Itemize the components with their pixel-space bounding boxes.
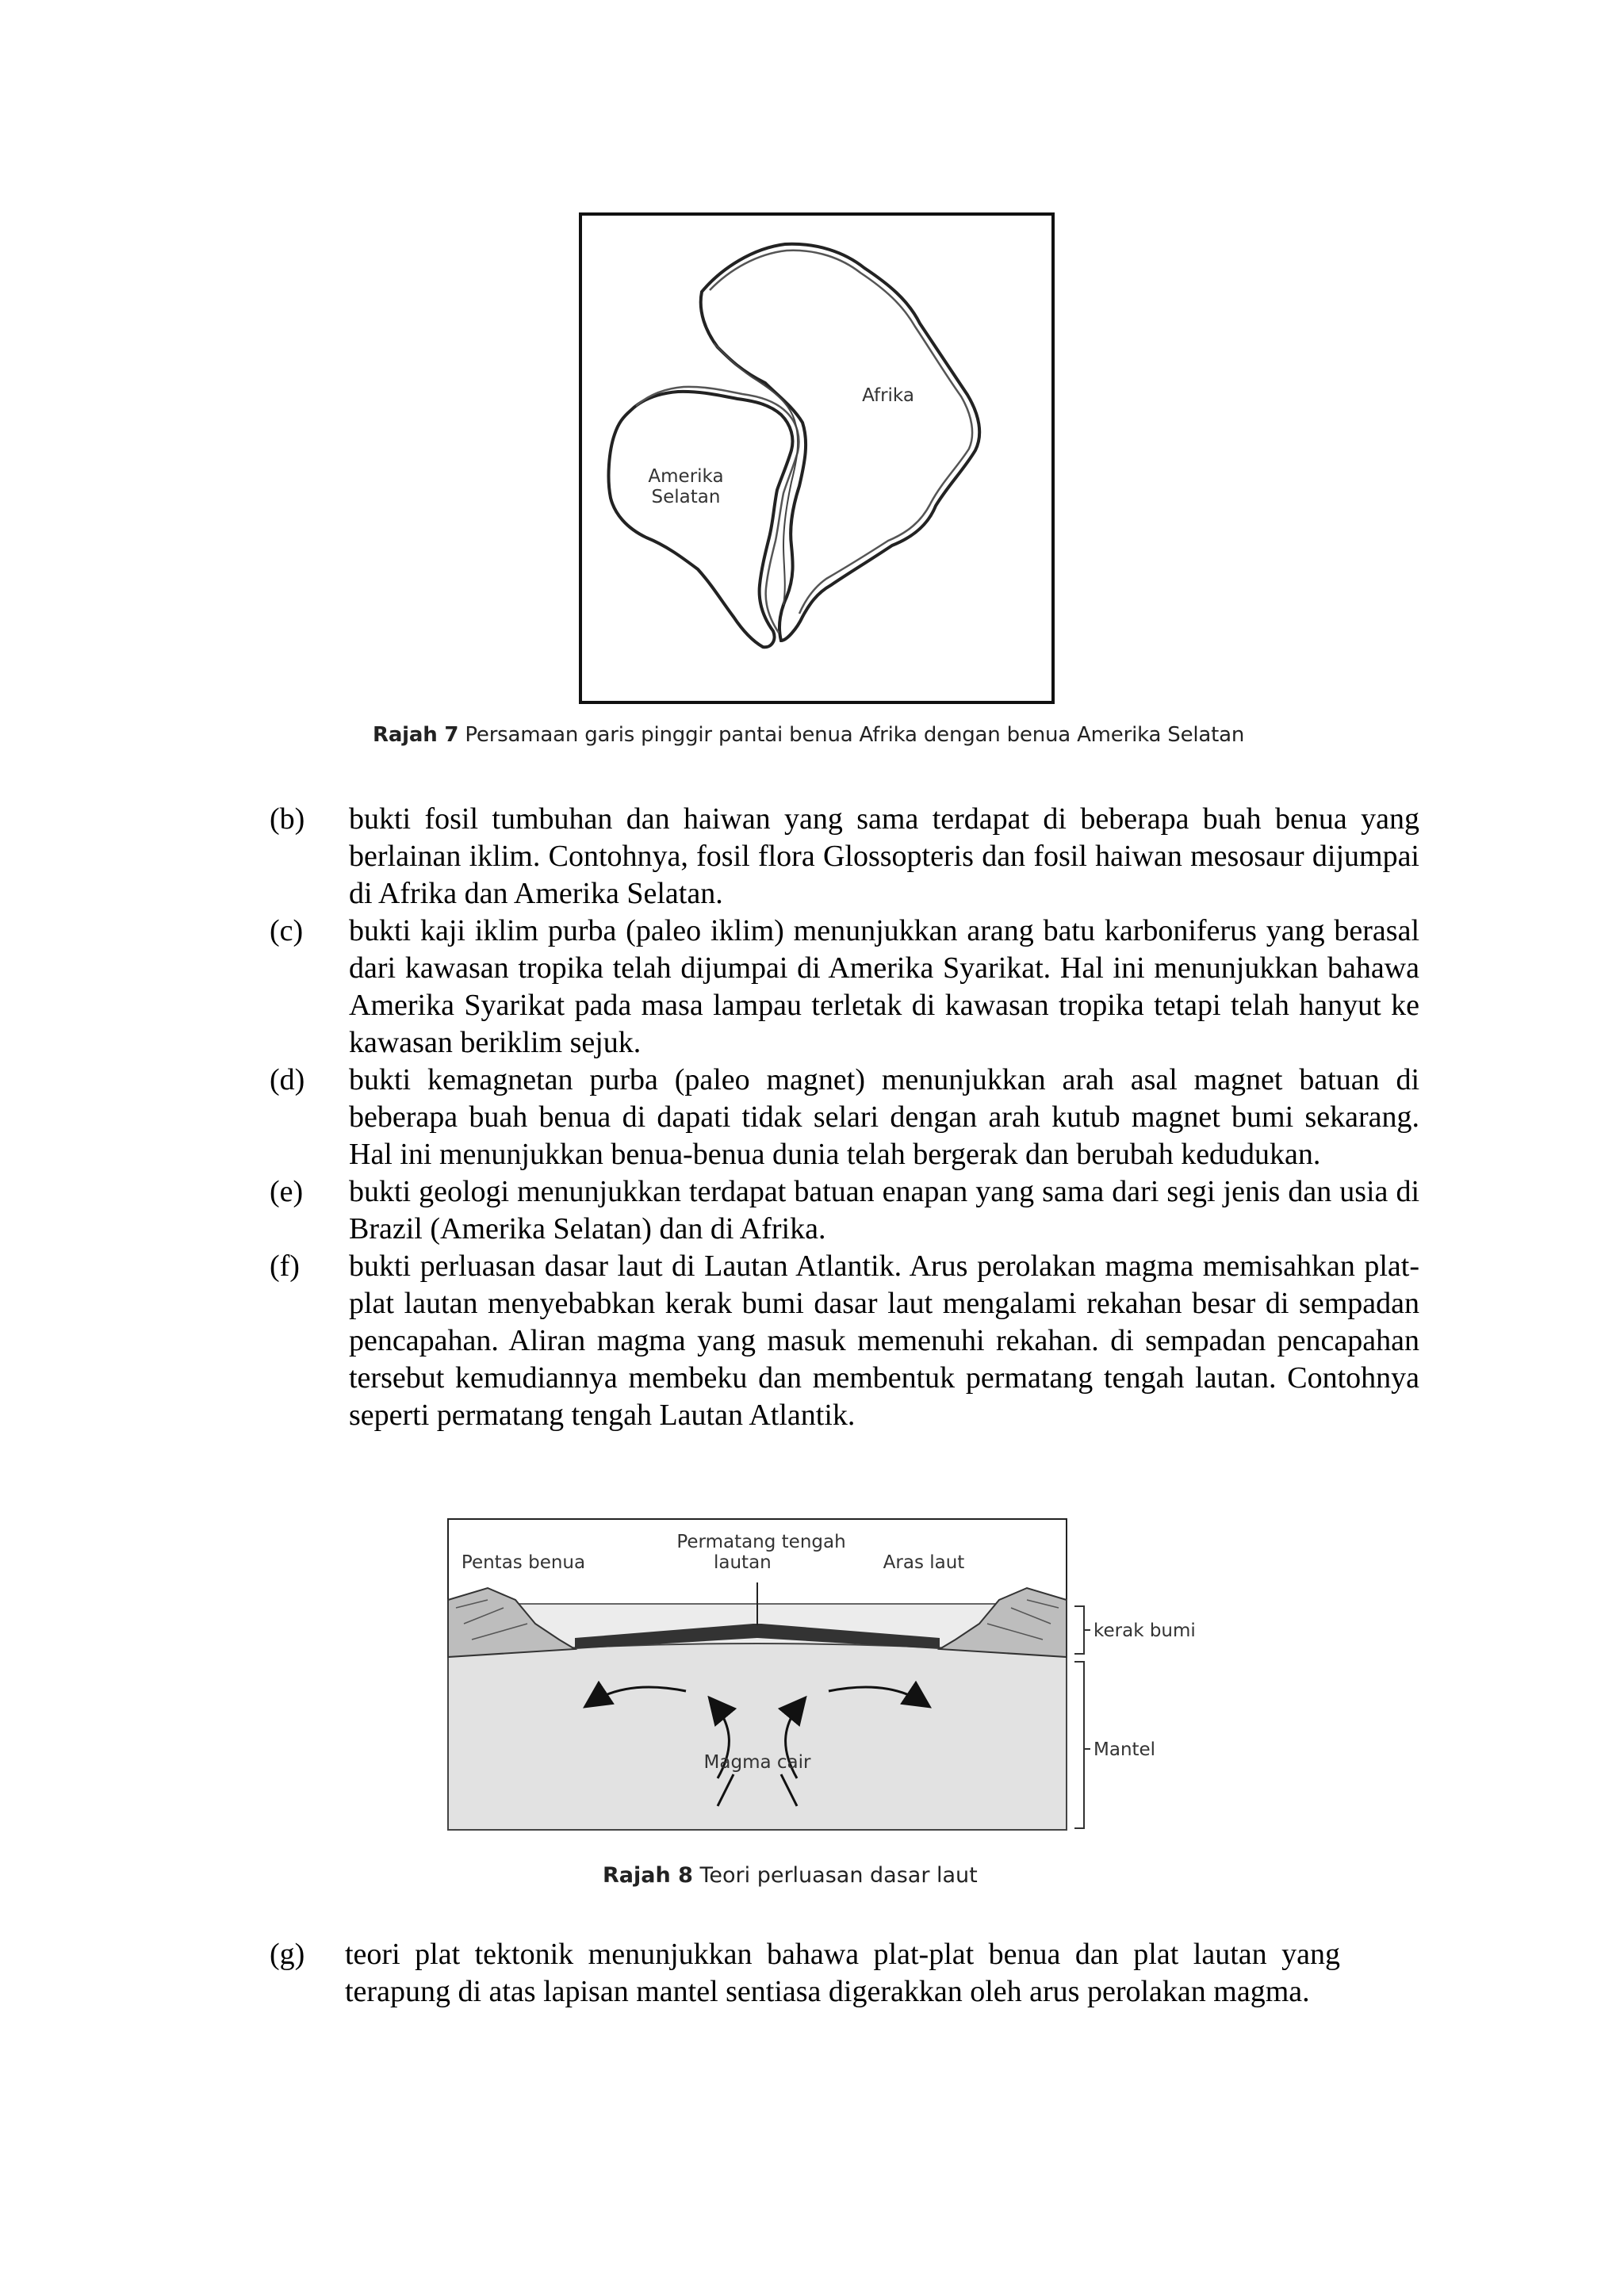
molten-magma-label: Magma cair bbox=[703, 1752, 811, 1773]
evidence-label: (b) bbox=[270, 802, 305, 836]
evidence-item-f bbox=[270, 1248, 1419, 1434]
evidence-text: bukti kemagnetan purba (paleo magnet) menunjukkan arah asal magnet batuan di beberapa buah benua di dapati tidak selari dengan arah kutub magnet bumi sekarang. Hal ini menunjukkan benua-benua dunia telah bergerak dan berubah kedudukan. bbox=[349, 1063, 1419, 1171]
mantle-label: Mantel bbox=[1094, 1739, 1156, 1760]
evidence-item-b bbox=[270, 801, 1419, 913]
figure-8-diagram bbox=[440, 1513, 1196, 1862]
sea-level-label: Aras laut bbox=[883, 1552, 965, 1573]
continent-fit-diagram bbox=[579, 212, 1055, 704]
evidence-text: bukti fosil tumbuhan dan haiwan yang sama terdapat di beberapa buah benua yang berlainan iklim. Contohnya, fosil flora Glossopteris dan fosil haiwan mesosaur dijumpai di Afrika dan Amerika Selatan. bbox=[349, 802, 1419, 910]
evidence-list bbox=[270, 801, 1419, 1434]
evidence-text: teori plat tektonik menunjukkan bahawa plat-plat benua dan plat lautan yang terapung di atas lapisan mantel sentiasa digerakkan oleh arus perolakan magma. bbox=[345, 1938, 1340, 2008]
evidence-text: bukti geologi menunjukkan terdapat batuan enapan yang sama dari segi jenis dan usia di Brazil (Amerika Selatan) dan di Afrika. bbox=[349, 1175, 1419, 1246]
evidence-label: (c) bbox=[270, 914, 304, 947]
evidence-list-continued bbox=[270, 1936, 1340, 2011]
mid-ocean-ridge-label-line2: lautan bbox=[714, 1552, 772, 1573]
evidence-item-e bbox=[270, 1173, 1419, 1248]
seafloor-spreading-diagram bbox=[440, 1513, 1196, 1862]
evidence-label: (e) bbox=[270, 1175, 304, 1208]
continental-shelf-label: Pentas benua bbox=[461, 1552, 586, 1573]
south-america-label-line2: Selatan bbox=[651, 487, 721, 507]
figure-7-caption bbox=[373, 723, 1253, 747]
evidence-text: bukti perluasan dasar laut di Lautan Atlantik. Arus perolakan magma memisahkan plat-plat lautan menyebabkan kerak bumi dasar laut mengalami rekahan besar di sempadan pencapahan. Aliran magma yang masuk memenuhi rekahan. di sempadan pencapahan tersebut kemudiannya membeku dan membentuk permatang tengah lautan. Contohnya seperti permatang tengah Lautan Atlantik. bbox=[349, 1249, 1419, 1432]
figure-7-caption-number: Rajah 7 bbox=[373, 723, 459, 747]
evidence-label: (g) bbox=[270, 1938, 305, 1971]
figure-8-caption-number: Rajah 8 bbox=[603, 1863, 693, 1888]
figure-7-frame bbox=[580, 214, 1053, 702]
evidence-item-d bbox=[270, 1062, 1419, 1173]
mid-ocean-ridge-label-line1: Permatang tengah bbox=[676, 1532, 846, 1552]
figure-8-caption-text: Teori perluasan dasar laut bbox=[692, 1863, 978, 1888]
africa-label: Afrika bbox=[862, 385, 914, 406]
evidence-text: bukti kaji iklim purba (paleo iklim) menunjukkan arang batu karboniferus yang berasal dari kawasan tropika telah dijumpai di Amerika Syarikat. Hal ini menunjukkan bahawa Amerika Syarikat pada masa lampau terletak di kawasan tropika tetapi telah hanyut ke kawasan beriklim sejuk. bbox=[349, 914, 1419, 1059]
crust-brace bbox=[1074, 1606, 1090, 1654]
evidence-label: (d) bbox=[270, 1063, 305, 1096]
earth-crust-label: kerak bumi bbox=[1094, 1621, 1196, 1641]
figure-8-caption bbox=[603, 1863, 1078, 1888]
evidence-item-c bbox=[270, 913, 1419, 1062]
mantle-layer bbox=[448, 1644, 1067, 1830]
evidence-item-g bbox=[270, 1936, 1340, 2011]
mantle-brace bbox=[1074, 1662, 1090, 1828]
figure-7-caption-text: Persamaan garis pinggir pantai benua Afrika dengan benua Amerika Selatan bbox=[458, 723, 1245, 747]
evidence-label: (f) bbox=[270, 1249, 300, 1283]
south-america-label-line1: Amerika bbox=[648, 466, 724, 487]
figure-7-map bbox=[579, 212, 1055, 704]
